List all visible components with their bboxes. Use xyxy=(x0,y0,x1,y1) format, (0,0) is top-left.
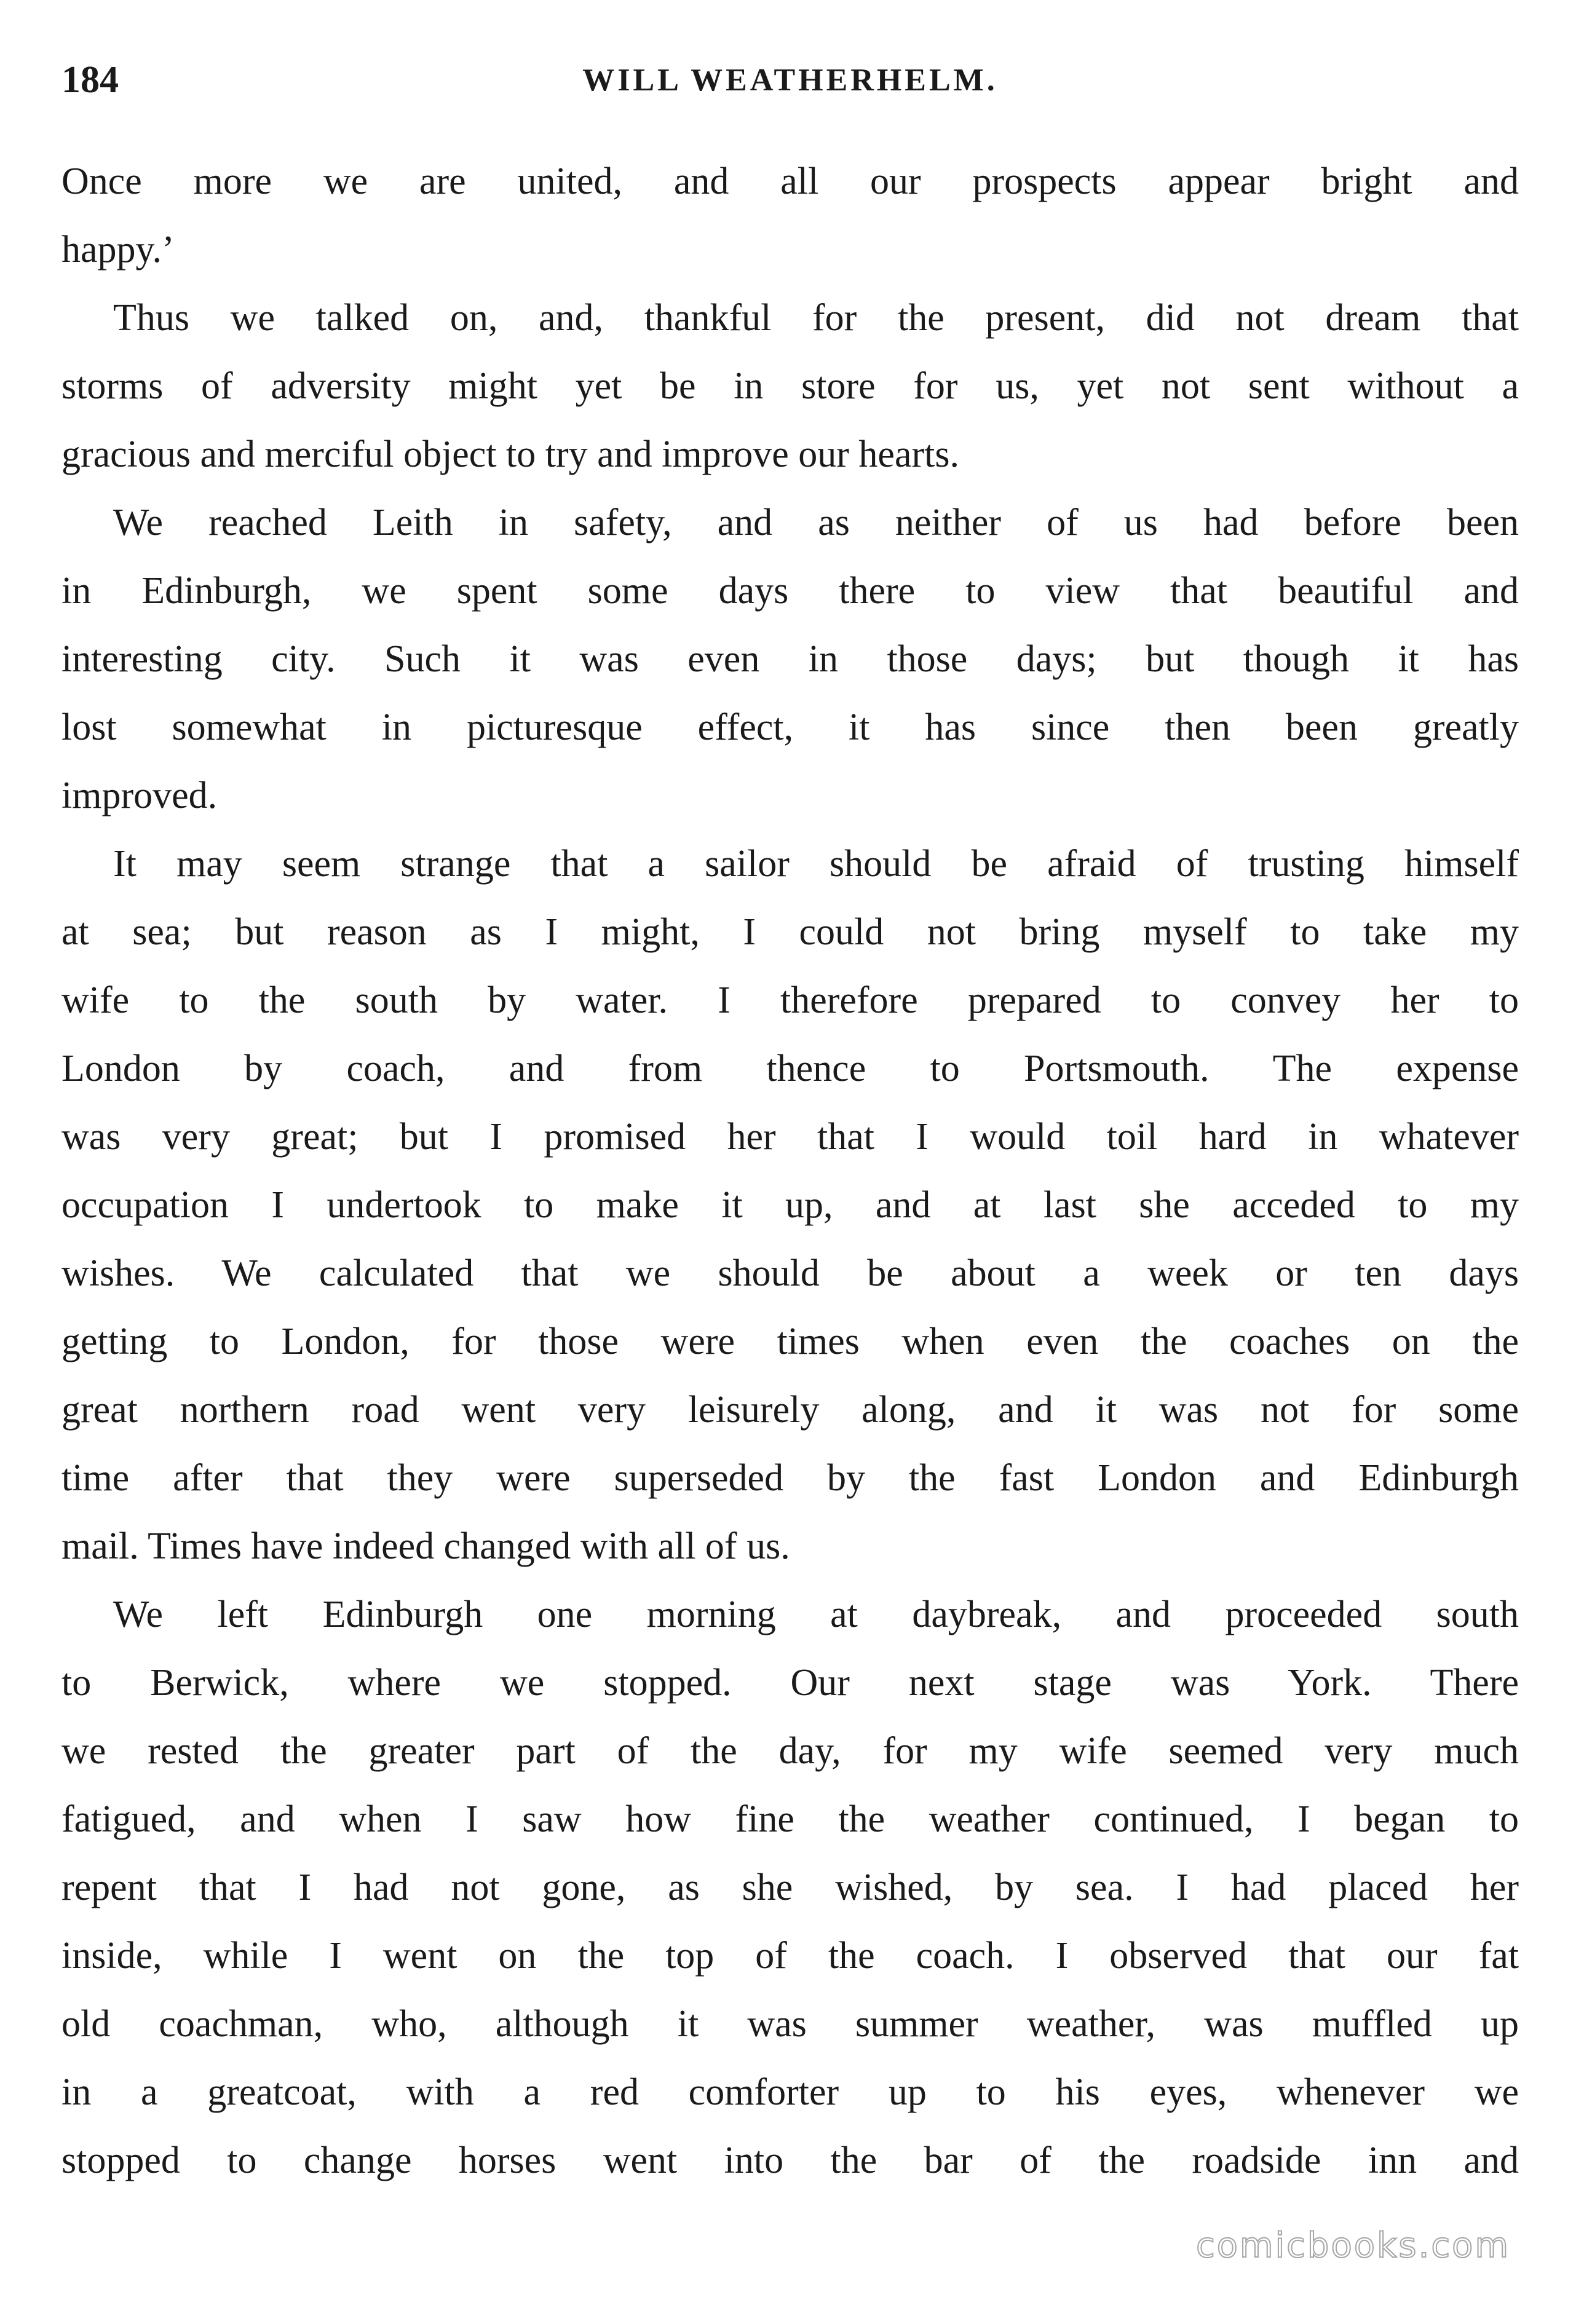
text-line: to Berwick, where we stopped. Our next stage was York. There xyxy=(61,1662,1519,1704)
text-line: at sea; but reason as I might, I could not bring myself to take my xyxy=(61,911,1519,953)
text-line: in Edinburgh, we spent some days there to view that beautiful and xyxy=(61,570,1519,612)
text-line: We reached Leith in safety, and as neither of us had before been xyxy=(113,502,1519,543)
text-line: occupation I undertook to make it up, and at last she acceded to my xyxy=(61,1184,1519,1226)
text-line: wishes. We calculated that we should be about a week or ten days xyxy=(61,1252,1519,1294)
text-line: mail. Times have indeed changed with all of us. xyxy=(61,1525,790,1567)
text-line: happy.’ xyxy=(61,229,175,271)
text-line: lost somewhat in picturesque effect, it has since then been greatly xyxy=(61,706,1519,748)
text-line: We left Edinburgh one morning at daybreak, and proceeded south xyxy=(113,1594,1519,1635)
watermark: comicbooks.com xyxy=(1195,2226,1510,2266)
text-line: improved. xyxy=(61,775,218,816)
text-line: we rested the greater part of the day, for my wife seemed very much xyxy=(61,1730,1519,1772)
text-line: gracious and merciful object to try and improve our hearts. xyxy=(61,433,959,475)
text-line: It may seem strange that a sailor should be afraid of trusting himself xyxy=(113,843,1519,885)
text-line: fatigued, and when I saw how fine the weather continued, I began to xyxy=(61,1798,1519,1840)
text-line: repent that I had not gone, as she wished, by sea. I had placed her xyxy=(61,1867,1519,1908)
text-line: time after that they were superseded by the fast London and Edinburgh xyxy=(61,1457,1519,1499)
text-line: Once more we are united, and all our prospects appear bright and xyxy=(61,160,1519,202)
text-line: was very great; but I promised her that I would toil hard in whatever xyxy=(61,1116,1519,1158)
body-text xyxy=(61,148,1519,2195)
text-line: Thus we talked on, and, thankful for the present, did not dream that xyxy=(113,297,1519,339)
text-line: stopped to change horses went into the bar of the roadside inn and xyxy=(61,2140,1519,2181)
text-line: inside, while I went on the top of the coach. I observed that our fat xyxy=(61,1935,1519,1977)
text-line: in a greatcoat, with a red comforter up to his eyes, whenever we xyxy=(61,2071,1519,2113)
page-number: 184 xyxy=(61,59,119,101)
text-line: storms of adversity might yet be in store for us, yet not sent without a xyxy=(61,365,1519,407)
text-line: old coachman, who, although it was summer weather, was muffled up xyxy=(61,2003,1519,2045)
running-head xyxy=(61,58,1519,108)
text-line: interesting city. Such it was even in those days; but though it has xyxy=(61,638,1519,680)
text-line: wife to the south by water. I therefore prepared to convey her to xyxy=(61,979,1519,1021)
running-title: WILL WEATHERHELM. xyxy=(582,63,998,98)
text-line: great northern road went very leisurely along, and it was not for some xyxy=(61,1389,1519,1431)
text-line: London by coach, and from thence to Portsmouth. The expense xyxy=(61,1048,1519,1089)
text-line: getting to London, for those were times when even the coaches on the xyxy=(61,1321,1519,1362)
